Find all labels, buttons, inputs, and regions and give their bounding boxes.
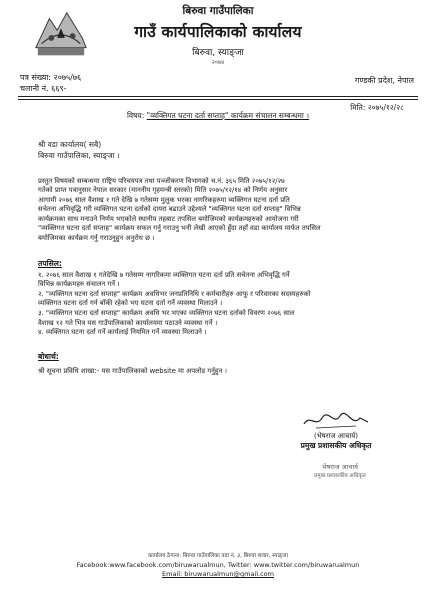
signatory-name: (भेषराज आचार्य)	[314, 432, 358, 440]
tapsil-list	[38, 271, 400, 338]
letter-footer	[14, 552, 422, 579]
list-item: ३. "व्यक्तिगत घटना दर्ता सप्ताह" कार्यक्रम अवधि भर भएका व्यक्तिगत घटना दर्ताको विवरण २०७६ साल	[38, 309, 295, 318]
established-stamp: २०७४	[211, 59, 225, 66]
footer-social-links[interactable]: Facebook:www.facebook.com/biruwarualmun, Twitter: www.twitter.com/biruwarualmun	[76, 561, 360, 569]
body-paragraph	[38, 177, 400, 244]
footer-email-link[interactable]: Email: biruwarualmun@gmail.com	[162, 570, 274, 578]
dispatch-number: चलानी नं. ६६९-	[20, 84, 67, 93]
body-line: कार्यक्रमका साथ मनाउने निर्णय भएकोले स्थानीय तहबाट तपसिल बमोजिमको कार्यक्रमहरुको आयोजना गरी	[38, 214, 299, 223]
reference-block	[20, 72, 81, 94]
subject-label: विषय:	[126, 110, 145, 120]
tapsil-heading: तपसिल:	[38, 258, 62, 268]
footer-address: कार्यालय ठेगाना: बिरुवा गाउँपालिका वडा नं. ३, बिरुवा बजार, स्याङ्जा	[148, 553, 288, 559]
list-item: विभिन्न कार्यक्रमहरु संचालन गर्ने ।	[38, 280, 120, 289]
header-divider-thin	[18, 99, 418, 100]
office-address: बिरुवा, स्याङ्जा	[192, 48, 244, 58]
list-item: ४. व्यक्तिगत घटना दर्ता गर्ने कार्यलाई नियमित गर्ने व्यवस्था मिलाउने ।	[38, 328, 207, 337]
stamp-name: भेषराज आचार्य	[322, 463, 358, 471]
body-line: बमोजिमका कार्यक्रम गर्नु गराउनुहुन अनुरोध छ ।	[38, 234, 155, 243]
bodhartha-line: श्री सूचना प्रविधि शाखा:- यस गाउँपालिकाको website मा अपलोड गर्नुहुन ।	[38, 366, 227, 375]
signature-block	[286, 410, 386, 451]
municipality-name: बिरुवा गाउँपालिका	[182, 5, 254, 17]
list-item: व्यक्तिगत घटना दर्ता गर्न बाँकी रहेको भए घटना दर्ता गर्ने व्यवस्था मिलाउने ।	[38, 299, 223, 308]
recipient-block	[38, 139, 422, 161]
body-line: प्रस्तुत विषयको सम्बन्धमा राष्ट्रिय परिचयपत्र तथा पञ्जीकरण विभागको च.नं. ३६५ मिति २०७५/१२/२७	[38, 176, 285, 185]
recipient-line: श्री वडा कार्यालय( सबै)	[38, 139, 102, 149]
subject-text: "व्यक्तिगत घटना दर्ता सप्ताह" कार्यक्रम संचालन सम्बन्धमा ।	[146, 110, 310, 120]
stamp-title: प्रमुख प्रशासकीय अधिकृत	[314, 473, 366, 479]
body-line: सचेतना अभिवृद्धि गरी व्यक्तिगत घटना दर्ताको दायरा बढाउने उद्देश्यले "व्यक्तिगत घटना दर्ता सप्ताह" विभिन्न	[38, 205, 301, 214]
list-item: १. २०७६ साल वैशाख १ गतेदेखि ७ गतेसम्म नागरिकमा व्यक्तिगत घटना दर्ता प्रति सचेतना अभिवृद्धि गर्ने	[38, 270, 290, 279]
letter-number: पत्र संख्या: २०७५/७६	[20, 73, 82, 82]
letter-date: मिति: २०७५/१२/२८	[350, 102, 404, 112]
list-item: वैशाख १२ गते भित्र यस गाउँपालिकाको कार्यालयमा पठाउने व्यवस्था गर्ने ।	[38, 318, 218, 327]
recipient-line: बिरुवा गाउँपालिका, स्याङ्जा ।	[38, 150, 120, 160]
list-item: २. "व्यक्तिगत घटना दर्ता सप्ताह" कार्यक्रम अवधिभर जनप्रतिनिधि र कर्मचारीहरु आफू र परिवारका सदस्यहरुको	[38, 289, 311, 298]
office-title: गाउँ कार्यपालिकाको कार्यालय	[134, 23, 302, 41]
bodhartha-heading: बोधार्थ:	[38, 351, 59, 361]
body-line: आगामी २०७६ साल वैशाख १ गते देखि ७ गतेसम्म मुलुक भरका नागरिकहरुमा व्यक्तिगत घटना दर्ता प्रति	[38, 195, 290, 204]
signatory-title: प्रमुख प्रशासकीय अधिकृत	[300, 441, 372, 450]
official-stamp	[300, 462, 380, 479]
header-divider	[18, 96, 418, 97]
body-line: गतेको प्राप्त पत्रानुसार नेपाल सरकार (माननीय गृहमन्त्री स्तरको) मिति २०७५/१२/१४ को निर्णय अनुसार	[38, 186, 288, 195]
body-line: "व्यक्तिगत घटना दर्ता सप्ताह" कार्यक्रम सफल गर्नु गराउनु भनी लेखी आएको हुँदा तहाँ वडा कार्यालय मार्फत तपसिल	[38, 224, 321, 233]
handwritten-signature	[286, 410, 386, 432]
letterhead	[14, 0, 422, 96]
province-label: गण्डकी प्रदेश, नेपाल	[354, 76, 414, 85]
